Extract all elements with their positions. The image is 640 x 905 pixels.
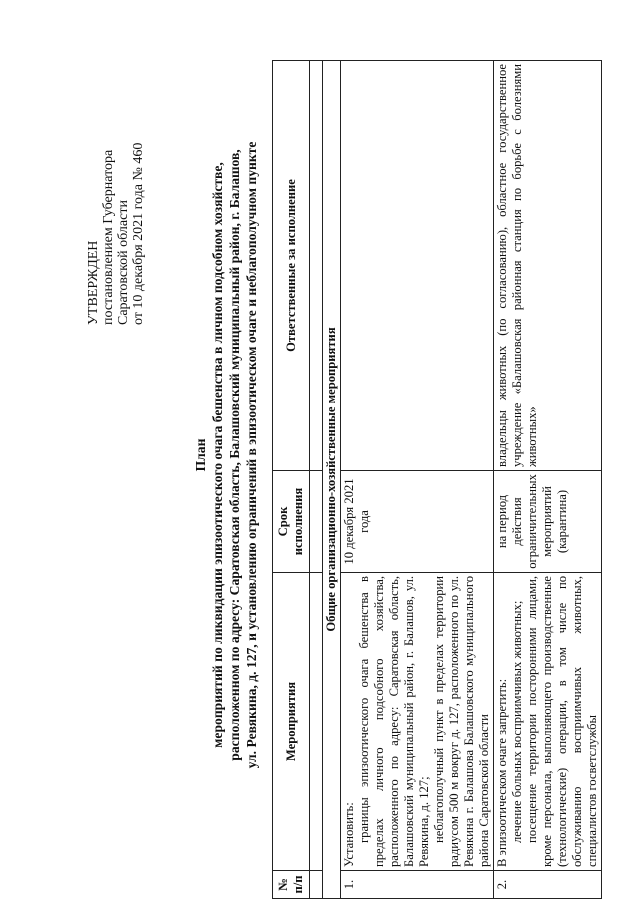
row-number: 1. (341, 871, 494, 899)
activity-item: неблагополучный пункт в пределах территории радиусом 500 м вокруг д. 127, расположенного по ул. Ревякина г. Балашова Балашовского муниципального района Саратовской области (432, 576, 491, 867)
approval-line-2: постановлением Губернатора (101, 149, 116, 325)
title-line-2: расположенном по адресу: Саратовская область, Балашовский муниципальный район, г. Балашов, (227, 149, 242, 761)
column-number-1 (310, 871, 323, 899)
column-number-4 (310, 61, 323, 471)
row-activity (494, 573, 602, 871)
row-responsible (341, 61, 494, 471)
section-row (323, 61, 341, 899)
title-line-3: ул. Ревякина, д. 127, и установлению ограничений в эпизоотическом очаге и неблагополучном пункте (244, 141, 259, 769)
header-term-line-2: исполнения (291, 487, 305, 556)
column-number-3 (310, 471, 323, 573)
header-number (273, 871, 310, 899)
table-row (494, 61, 602, 899)
header-responsible: Ответственные за исполнение (273, 61, 310, 471)
activity-item: посещение территории посторонними лицами, кроме персонала, выполняющего производственные (технологические) операции, в том числе по обслуживанию восприимчивых животных, специалистов госветслужбы (525, 576, 599, 867)
row-activity (341, 573, 494, 871)
activity-intro: В эпизоотическом очаге запретить: (495, 678, 509, 867)
plan-table (272, 60, 602, 899)
row-number: 2. (494, 871, 602, 899)
table-row (341, 61, 494, 899)
approval-line-1: УТВЕРЖДЕН (86, 240, 101, 325)
header-number-line-2: п/п (291, 875, 305, 894)
section-title: Общие организационно-хозяйственные мероприятия (323, 61, 341, 899)
title-heading: План (193, 438, 208, 472)
table-header-row (273, 61, 310, 899)
document-title (192, 65, 260, 845)
row-term: 10 декабря 2021 года (341, 471, 494, 573)
approval-stamp (86, 25, 146, 325)
activity-item: границы эпизоотического очага бешенства в пределах личного подсобного хозяйства, расположенного по адресу: Саратовская область, Балашовский муниципальный район, г. Балашов, ул. Ревякина, д. 127; (357, 576, 431, 867)
column-number-row (310, 61, 323, 899)
header-activity: Мероприятия (273, 573, 310, 871)
header-number-line-1: № (276, 878, 290, 891)
row-term: на период действия ограничительных мероприятий (карантина) (494, 471, 602, 573)
column-number-2 (310, 573, 323, 871)
activity-intro: Установить: (342, 802, 356, 867)
row-responsible: владельцы животных (по согласованию), областное государственное учреждение «Балашовская районная станция по борьбе с болезнями животных» (494, 61, 602, 471)
approval-line-4: от 10 декабря 2021 года № 460 (131, 142, 146, 325)
approval-line-3: Саратовской области (116, 200, 131, 325)
header-term (273, 471, 310, 573)
activity-item: лечение больных восприимчивых животных; (510, 600, 524, 843)
header-term-line-1: Срок (276, 506, 290, 537)
title-line-1: мероприятий по ликвидации эпизоотического очага бешенства в личном подсобном хозяйстве, (210, 162, 225, 748)
